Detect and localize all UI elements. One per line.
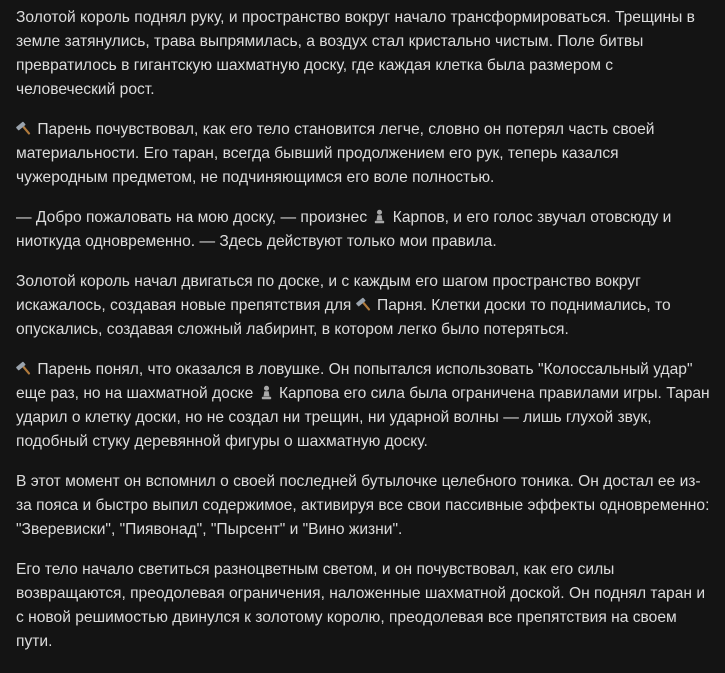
paragraph-7 <box>16 558 711 654</box>
paragraph-text-after: Парня. Клетки доски то поднимались, то опускались, создавая сложный лабиринт, в котором легко было потеряться. <box>16 297 671 338</box>
chess-pawn-icon <box>258 384 275 401</box>
paragraph-text: В этот момент он вспомнил о своей последней бутылочке целебного тоника. Он достал ее из-за пояса и быстро выпил содержимое, активируя все свои пассивные эффекты одновременно: "Зверевиски", "Пиявонад", "Пырсент" и "Вино жизни". <box>16 473 710 538</box>
paragraph-text-before: — Добро пожаловать на мою доску, — произнес <box>16 209 372 226</box>
paragraph-6 <box>16 470 711 542</box>
paragraph-text-after: Карпов, и его голос звучал отовсюду и ниоткуда одновременно. — Здесь действуют только мои правила. <box>16 209 672 250</box>
hammer-icon <box>356 296 373 313</box>
paragraph-3 <box>16 206 711 254</box>
paragraph-text-after: Карпова его сила была ограничена правилами игры. Таран ударил о клетку доски, но не создал ни трещин, ни ударной волны — лишь глухой звук, подобный стуку деревянной фигуры о шахматную доску. <box>16 385 710 450</box>
paragraph-text: Парень почувствовал, как его тело становится легче, словно он потерял часть своей материальности. Его таран, всегда бывший продолжением его рук, теперь казался чужеродным предметом, не подчиняющимся его воле полностью. <box>16 121 655 186</box>
paragraph-2 <box>16 118 711 190</box>
paragraph-5 <box>16 358 711 454</box>
paragraph-text-before: Золотой король начал двигаться по доске, и с каждым его шагом пространство вокруг искажалось, создавая новые препятствия для <box>16 273 641 314</box>
hammer-icon <box>16 120 33 137</box>
chess-pawn-icon <box>371 208 388 225</box>
paragraph-4 <box>16 270 711 342</box>
paragraph-1 <box>16 6 711 102</box>
paragraph-text-before: Парень понял, что оказался в ловушке. Он попытался использовать "Колоссальный удар" еще раз, но на шахматной доске <box>16 361 693 402</box>
paragraph-text: Его тело начало светиться разноцветным светом, и он почувствовал, как его силы возвращаются, преодолевая ограничения, наложенные шахматной доской. Он поднял таран и с новой решимостью двинулся к золотому королю, преодолевая все препятствия на своем пути. <box>16 561 706 650</box>
hammer-icon <box>16 360 33 377</box>
paragraph-text: Золотой король поднял руку, и пространство вокруг начало трансформироваться. Трещины в земле затянулись, трава выпрямилась, а воздух стал кристально чистым. Поле битвы превратилось в гигантскую шахматную доску, где каждая клетка была размером с человеческий рост. <box>16 9 695 98</box>
